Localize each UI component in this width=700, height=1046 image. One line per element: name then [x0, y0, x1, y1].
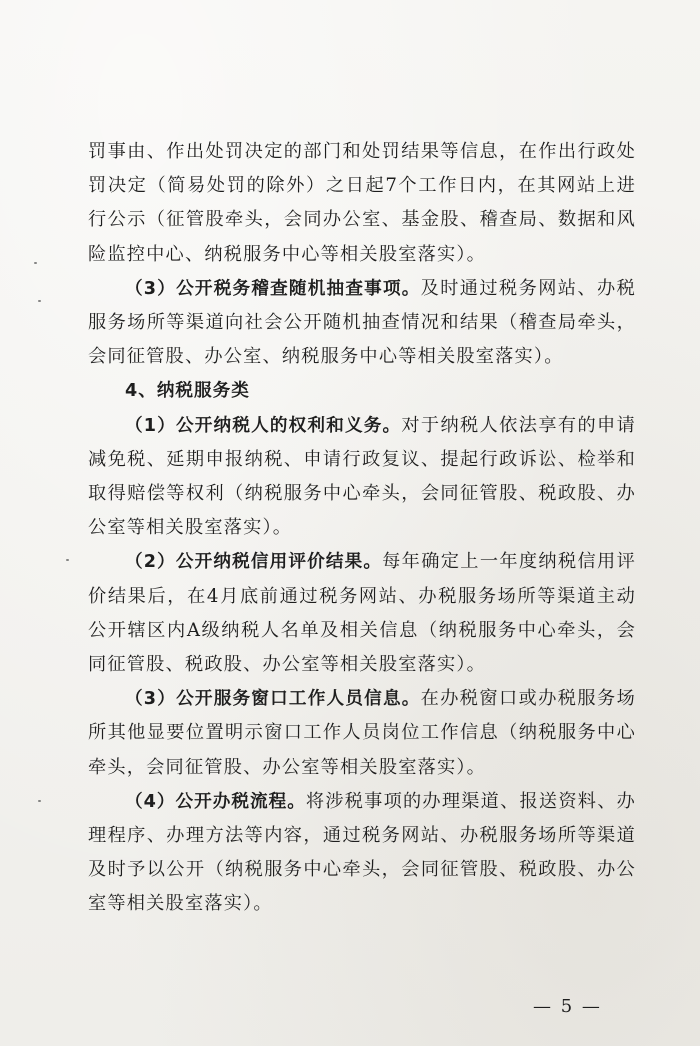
- paragraph-2-heading: （3）公开税务稽查随机抽查事项。: [125, 278, 421, 299]
- scan-speck: [38, 300, 41, 302]
- paragraph-5: [88, 545, 636, 682]
- paragraph-6: [88, 682, 636, 785]
- paragraph-1: [88, 135, 636, 272]
- paragraph-4: [88, 409, 636, 546]
- paragraph-7: [88, 785, 636, 922]
- paragraph-2-text: 及时通过税务网站、办税服务场所等渠道向社会公开随机抽查情况和结果（稽查局牵头，会同征管股、办公室、纳税服务中心等相关股室落实）。: [88, 277, 637, 368]
- scan-speck: [34, 262, 37, 264]
- paragraph-6-heading: （3）公开服务窗口工作人员信息。: [125, 689, 421, 710]
- scan-speck: [38, 800, 41, 802]
- document-body: [88, 135, 636, 922]
- scan-speck: [66, 559, 69, 561]
- paragraph-4-text: 对于纳税人依法享有的申请减免税、延期申报纳税、申请行政复议、提起行政诉讼、检举和取得赔偿等权利（纳税服务中心牵头，会同征管股、税政股、办公室等相关股室落实）。: [88, 414, 637, 539]
- section-heading: [88, 374, 636, 408]
- section-heading-text: 4、纳税服务类: [125, 381, 250, 402]
- page-number: — 5 —: [533, 996, 602, 1017]
- paragraph-5-heading: （2）公开纳税信用评价结果。: [125, 552, 383, 573]
- paragraph-7-text: 将涉税事项的办理渠道、报送资料、办理程序、办理方法等内容，通过税务网站、办税服务场所等渠道及时予以公开（纳税服务中心牵头，会同征管股、税政股、办公室等相关股室落实）。: [88, 790, 636, 915]
- paragraph-5-text: 每年确定上一年度纳税信用评价结果后，在4月底前通过税务网站、办税服务场所等渠道主动公开辖区内A级纳税人名单及相关信息（纳税服务中心牵头，会同征管股、税政股、办公室等相关股室落实）。: [88, 551, 636, 676]
- paragraph-6-text: 在办税窗口或办税服务场所其他显要位置明示窗口工作人员岗位工作信息（纳税服务中心牵头，会同征管股、办公室等相关股室落实）。: [88, 688, 637, 778]
- paragraph-1-text: 罚事由、作出处罚决定的部门和处罚结果等信息，在作出行政处罚决定（简易处罚的除外）之日起7个工作日内，在其网站上进行公示（征管股牵头，会同办公室、基金股、稽查局、数据和风险监控中心、纳税服务中心等相关股室落实）。: [88, 141, 636, 265]
- paragraph-4-heading: （1）公开纳税人的权利和义务。: [125, 415, 402, 436]
- paragraph-2: [88, 272, 636, 375]
- paragraph-7-heading: （4）公开办税流程。: [125, 791, 306, 812]
